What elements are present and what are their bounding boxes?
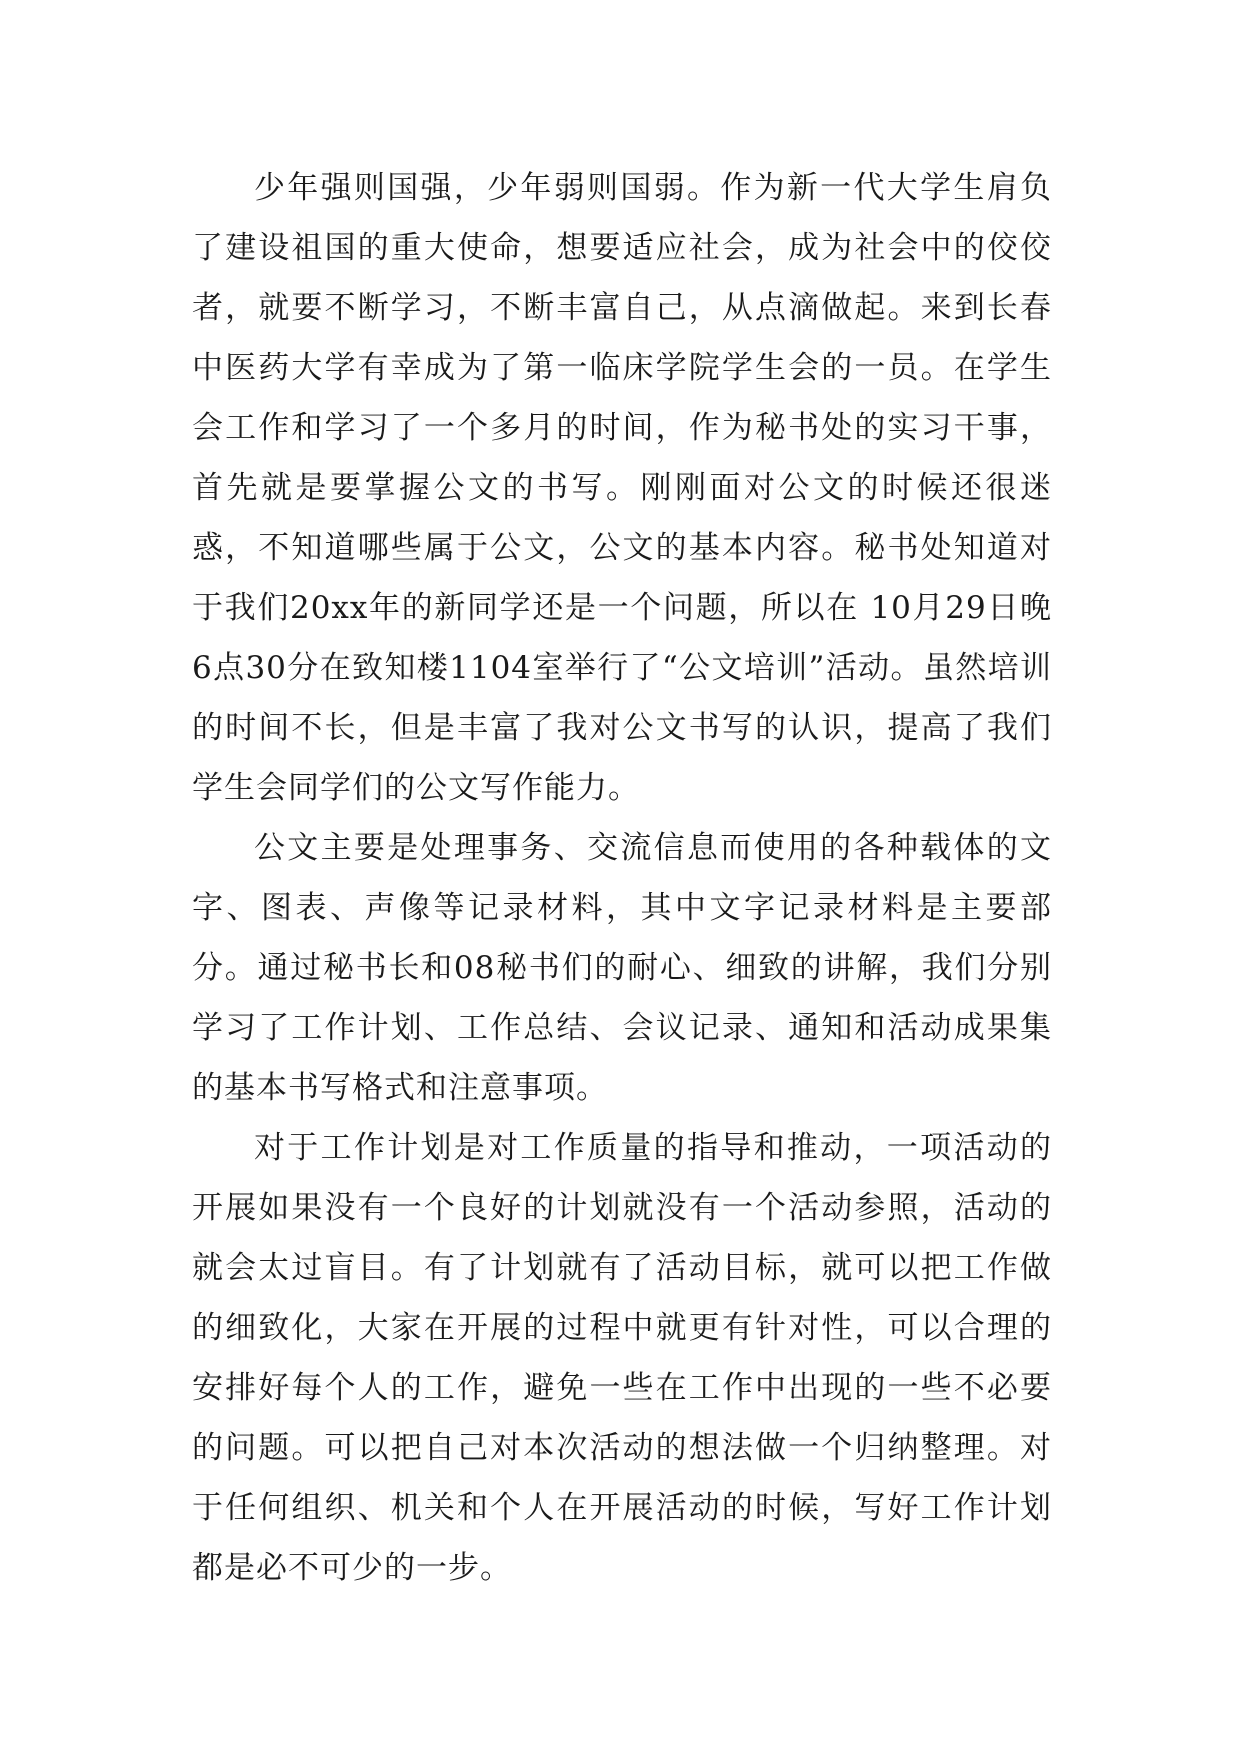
- paragraph-2: 公文主要是处理事务、交流信息而使用的各种载体的文字、图表、声像等记录材料，其中文字记录材料是主要部分。通过秘书长和08秘书们的耐心、细致的讲解，我们分别学习了工作计划、工作总结、会议记录、通知和活动成果集的基本书写格式和注意事项。: [192, 830, 1052, 1106]
- document-body: [192, 158, 1052, 1598]
- paragraph-1: 少年强则国强，少年弱则国弱。作为新一代大学生肩负了建设祖国的重大使命，想要适应社会，成为社会中的佼佼者，就要不断学习，不断丰富自己，从点滴做起。来到长春中医药大学有幸成为了第一临床学院学生会的一员。在学生会工作和学习了一个多月的时间，作为秘书处的实习干事，首先就是要掌握公文的书写。刚刚面对公文的时候还很迷惑，不知道哪些属于公文，公文的基本内容。秘书处知道对于我们20xx年的新同学还是一个问题，所以在 10月29日晚6点30分在致知楼1104室举行了“公文培训”活动。虽然培训的时间不长，但是丰富了我对公文书写的认识，提高了我们学生会同学们的公文写作能力。: [192, 170, 1052, 806]
- paragraph-3: 对于工作计划是对工作质量的指导和推动，一项活动的开展如果没有一个良好的计划就没有一个活动参照，活动的就会太过盲目。有了计划就有了活动目标，就可以把工作做的细致化，大家在开展的过程中就更有针对性，可以合理的安排好每个人的工作，避免一些在工作中出现的一些不必要的问题。可以把自己对本次活动的想法做一个归纳整理。对于任何组织、机关和个人在开展活动的时候，写好工作计划都是必不可少的一步。: [192, 1130, 1052, 1586]
